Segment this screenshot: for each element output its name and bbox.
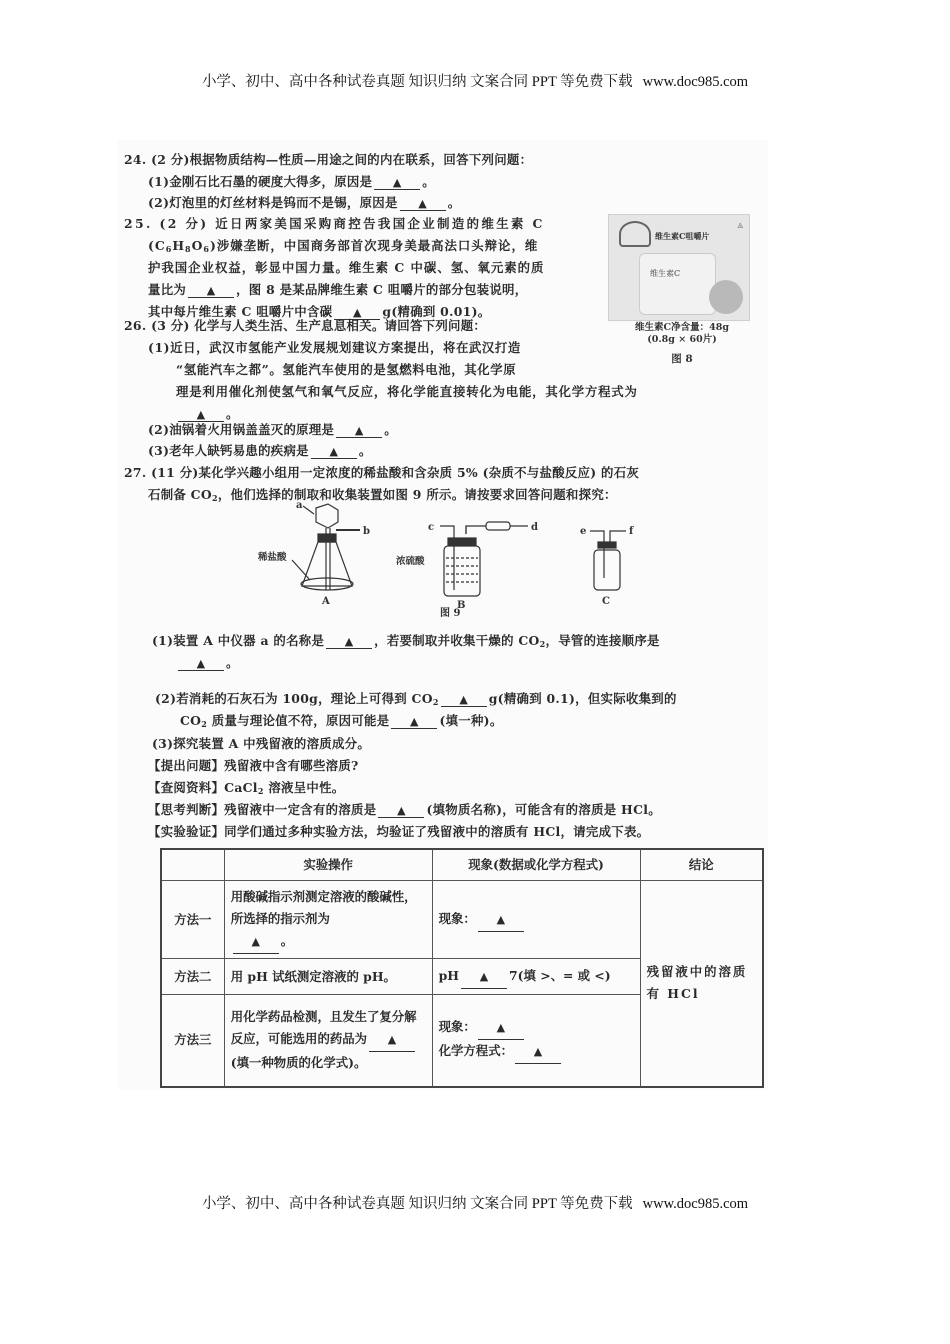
svg-text:b: b	[363, 526, 370, 537]
figure-9-apparatus-diagram	[240, 498, 660, 620]
answer-blank[interactable]	[515, 1040, 561, 1064]
answer-blank[interactable]	[326, 633, 372, 649]
q26-part2: (2)油锅着火用锅盖盖灭的原理是 ▲ 。	[148, 422, 397, 437]
header-banner	[0, 70, 950, 91]
figure-8-caption: 维生素C净含量：48g (0.8g × 60片)	[635, 322, 729, 345]
svg-text:稀盐酸: 稀盐酸	[258, 552, 287, 563]
table-header-row	[161, 849, 763, 881]
table-row	[161, 881, 763, 959]
answer-blank[interactable]	[391, 713, 437, 729]
triangle-icon: ▲	[418, 197, 428, 210]
figure-9-label: 图 9	[440, 608, 461, 619]
brand-logo-icon	[619, 221, 651, 247]
answer-blank[interactable]	[178, 655, 224, 671]
phenomenon-cell: 现象： ▲ 化学方程式： ▲	[432, 995, 640, 1087]
phenomenon-cell: pH ▲ 7(填 >、= 或 <)	[432, 959, 640, 995]
banner-url[interactable]: www.doc985.com	[642, 74, 749, 90]
q26-stem: 26. (3 分) 化学与人类生活、生产息息相关。请回答下列问题：	[124, 318, 487, 333]
q27-reference: 【查阅资料】CaCl$_2$ 溶液呈中性。	[148, 780, 345, 796]
q25-line3: 护我国企业权益，彰显中国力量。维生素 C 中碳、氢、氧元素的质	[148, 260, 545, 275]
apparatus-b	[396, 522, 538, 611]
svg-text:B: B	[457, 600, 466, 611]
svg-text:f: f	[629, 526, 634, 537]
footer-banner	[0, 1192, 950, 1213]
svg-text:浓硫酸: 浓硫酸	[396, 556, 425, 567]
q24-stem: 24. (2 分)根据物质结构—性质—用途之间的内在联系，回答下列问题：	[124, 152, 533, 167]
answer-blank[interactable]	[441, 691, 487, 707]
triangle-icon: ▲	[533, 1045, 543, 1059]
q26-part1-line1: (1)近日，武汉市氢能产业发展规划建议方案提出，将在武汉打造	[148, 340, 521, 355]
q25-line4: 量比为 ▲ ，图 8 是某品牌维生素 C 咀嚼片的部分包装说明，	[148, 282, 528, 297]
can-label: 维生素C	[650, 269, 681, 278]
banner-url[interactable]: www.doc985.com	[642, 1196, 749, 1212]
table-header: 现象(数据或化学方程式)	[432, 849, 640, 881]
q27-think: 【思考判断】残留液中一定含有的溶质是 ▲ (填物质名称)，可能含有的溶质是 HCl。	[148, 802, 661, 817]
figure-8-package-image	[608, 214, 750, 321]
triangle-icon: ▲	[352, 306, 362, 319]
q27-stem-line1: 27. (11 分)某化学兴趣小组用一定浓度的稀盐酸和含杂质 5% (杂质不与盐酸反应) 的石灰	[124, 465, 640, 480]
answer-blank[interactable]	[374, 174, 420, 190]
q26-part1-line2: “氢能汽车之都”。氢能汽车使用的是氢燃料电池，其化学原	[176, 362, 517, 377]
q27-part2-line1: (2)若消耗的石灰石为 100g，理论上可得到 $CO_2$ ▲ g(精确到 0.1)，但实际收集到的	[155, 691, 677, 707]
answer-blank[interactable]	[311, 443, 357, 459]
q24-part1: (1)金刚石比石墨的硬度大得多，原因是 ▲ 。	[148, 174, 435, 189]
table-header	[161, 849, 224, 881]
triangle-icon: ▲	[387, 1033, 397, 1047]
answer-blank[interactable]	[336, 422, 382, 438]
q27-part3: (3)探究装置 A 中残留液的溶质成分。	[152, 736, 371, 751]
package-title: 维生素C咀嚼片	[655, 231, 710, 241]
answer-blank[interactable]	[378, 802, 424, 818]
table-header: 结论	[640, 849, 763, 881]
svg-text:C: C	[602, 596, 610, 607]
brand-mark-icon: ◬	[737, 221, 743, 229]
answer-blank[interactable]	[188, 282, 234, 298]
q25-line2: $(C_6H_8O_6)$涉嫌垄断，中国商务部首次现身美最高法口头辩论，维	[148, 238, 539, 254]
vitamin-can	[639, 253, 716, 315]
triangle-icon: ▲	[459, 693, 469, 706]
answer-blank[interactable]	[400, 195, 446, 211]
triangle-icon: ▲	[392, 176, 402, 189]
svg-text:e: e	[580, 526, 587, 537]
q27-part2-line2: $CO_2$ 质量与理论值不符，原因可能是 ▲ (填一种)。	[180, 713, 503, 729]
triangle-icon: ▲	[206, 284, 216, 297]
q27-ask: 【提出问题】残留液中含有哪些溶质?	[148, 758, 359, 773]
triangle-icon: ▲	[344, 635, 354, 648]
method-cell: 方法一	[161, 881, 224, 959]
triangle-icon: ▲	[496, 912, 506, 926]
answer-blank[interactable]	[369, 1028, 415, 1052]
triangle-icon: ▲	[479, 969, 489, 983]
answer-blank[interactable]	[478, 1016, 524, 1040]
triangle-icon: ▲	[196, 657, 206, 670]
svg-text:d: d	[531, 522, 538, 533]
triangle-icon: ▲	[251, 934, 260, 948]
q27-stem-line2: 石制备 $CO_2$，他们选择的制取和收集装置如图 9 所示。请按要求回答问题和探究：	[148, 487, 617, 503]
phenomenon-cell: 现象： ▲	[432, 881, 640, 959]
svg-text:c: c	[428, 522, 435, 533]
q27-part1-answer: ▲ 。	[176, 653, 239, 671]
q27-verify: 【实验验证】同学们通过多种实验方法，均验证了残留液中的溶质有 HCl，请完成下表。	[148, 824, 650, 839]
method-cell: 方法三	[161, 995, 224, 1087]
answer-blank[interactable]	[233, 930, 279, 954]
answer-blank[interactable]	[461, 965, 507, 989]
q25-line1: 25. (2 分) 近日两家美国采购商控告我国企业制造的维生素 C	[124, 216, 545, 231]
answer-blank[interactable]	[478, 908, 524, 932]
triangle-icon: ▲	[410, 715, 419, 728]
operation-cell: 用酸碱指示剂测定溶液的酸碱性，所选择的指示剂为 ▲ 。	[224, 881, 432, 959]
triangle-icon: ▲	[397, 804, 406, 817]
q26-part3: (3)老年人缺钙易患的疾病是 ▲ 。	[148, 443, 372, 458]
figure-8-label: 图 8	[671, 353, 693, 365]
triangle-icon: ▲	[354, 424, 364, 437]
conclusion-cell: 残留液中的溶质有 HCl	[640, 881, 763, 1087]
triangle-icon: ▲	[329, 445, 339, 458]
triangle-icon: ▲	[196, 408, 206, 421]
triangle-icon: ▲	[496, 1021, 506, 1035]
apparatus-c	[580, 526, 634, 607]
svg-text:A: A	[322, 596, 330, 607]
q26-part1-line3: 理是利用催化剂使氢气和氧气反应，将化学能直接转化为电能，其化学方程式为	[176, 384, 638, 399]
table-header: 实验操作	[224, 849, 432, 881]
q27-part1: (1)装置 A 中仪器 a 的名称是 ▲ ，若要制取并收集干燥的 $CO_2$，导管的连接顺序是	[152, 633, 660, 649]
q26-part1-answer: ▲ 。	[176, 404, 239, 422]
operation-cell: 用化学药品检测，且发生了复分解反应，可能选用的药品为 ▲(填一种物质的化学式)。	[224, 995, 432, 1087]
operation-cell: 用 pH 试纸测定溶液的 pH。	[224, 959, 432, 995]
svg-text:a: a	[296, 500, 303, 511]
tablet-icon	[709, 280, 743, 314]
experiment-table	[160, 848, 764, 1088]
q25-line5: 其中每片维生素 C 咀嚼片中含碳 ▲ g(精确到 0.01)。	[148, 304, 491, 319]
banner-text: 小学、初中、高中各种试卷真题 知识归纳 文案合同 PPT 等免费下载	[201, 1196, 633, 1212]
q24-part2: (2)灯泡里的灯丝材料是钨而不是锡，原因是 ▲ 。	[148, 195, 461, 210]
apparatus-a	[257, 500, 370, 607]
banner-text: 小学、初中、高中各种试卷真题 知识归纳 文案合同 PPT 等免费下载	[201, 74, 633, 90]
method-cell: 方法二	[161, 959, 224, 995]
